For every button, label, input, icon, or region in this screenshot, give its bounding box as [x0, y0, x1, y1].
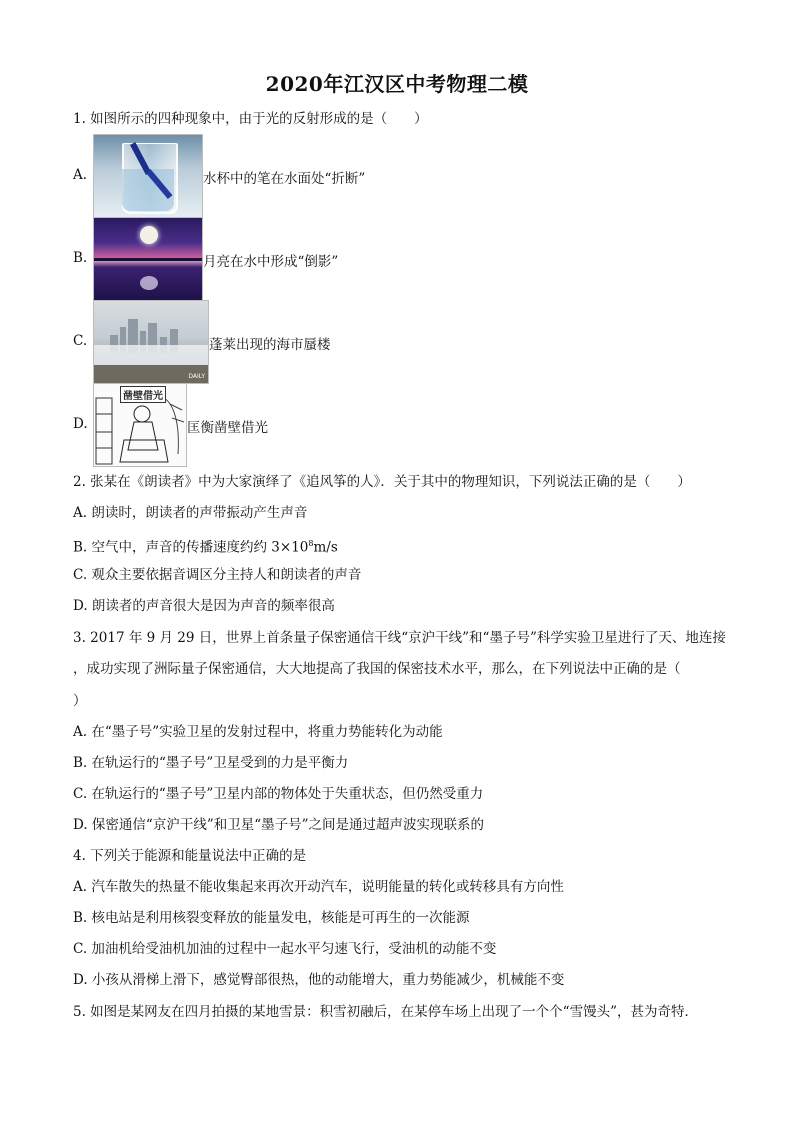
q4-stem: 4. 下列关于能源和能量说法中正确的是 — [73, 848, 307, 864]
q5-stem: 5. 如图是某网友在四月拍摄的某地雪景：积雪初融后，在某停车场上出现了一个个“雪馒头”，甚为奇特． — [73, 1004, 698, 1020]
glass-pen-image — [93, 134, 203, 218]
q3-option-d[interactable]: D. 保密通信“京沪干线”和卫星“墨子号”之间是通过超声波实现联系的 — [73, 817, 485, 833]
q1-stem: 1. 如图所示的四种现象中，由于光的反射形成的是（ ） — [73, 111, 428, 127]
q2-stem: 2. 张某在《朗读者》中为大家演绎了《追风筝的人》．关于其中的物理知识，下列说法正确的是（ ） — [73, 474, 691, 490]
drawing-image — [93, 383, 187, 467]
option-caption: 月亮在水中形成“倒影” — [203, 254, 339, 270]
q3-stem-line1: 3. 2017 年 9 月 29 日，世界上首条量子保密通信干线“京沪干线”和“墨子号”科学实验卫星进行了天、地连接 — [73, 630, 726, 646]
page-title: 2020年江汉区中考物理二模 — [265, 72, 529, 96]
option-letter: C. — [73, 333, 88, 349]
exponent: 8 — [308, 539, 314, 548]
q2-option-b[interactable] — [73, 535, 338, 557]
option-text: B. 空气中，声音的传播速度约约 3×10 — [73, 539, 309, 556]
q3-stem-line3: ） — [73, 693, 87, 709]
q4-option-d[interactable]: D. 小孩从滑梯上滑下，感觉臀部很热，他的动能增大，重力势能减少，机械能不变 — [73, 972, 565, 988]
q3-option-a[interactable]: A. 在“墨子号”实验卫星的发射过程中，将重力势能转化为动能 — [73, 724, 443, 740]
q2-option-c[interactable]: C. 观众主要依据音调区分主持人和朗读者的声音 — [73, 567, 362, 583]
q3-stem-line2: ，成功实现了洲际量子保密通信，大大地提高了我国的保密技术水平，那么，在下列说法中正确的是（ — [73, 661, 681, 677]
q4-option-b[interactable]: B. 核电站是利用核裂变释放的能量发电，核能是可再生的一次能源 — [73, 910, 470, 926]
image-title: 凿壁借光 — [120, 386, 166, 403]
option-letter: A. — [73, 167, 88, 183]
image-watermark: DAILY — [188, 373, 205, 380]
option-caption: 水杯中的笔在水面处“折断” — [203, 171, 366, 187]
q2-option-d[interactable]: D. 朗读者的声音很大是因为声音的频率很高 — [73, 598, 335, 614]
mirage-image — [93, 300, 209, 384]
option-letter: D. — [73, 416, 88, 432]
q2-option-a[interactable]: A. 朗读时，朗读者的声带振动产生声音 — [73, 505, 308, 521]
q4-option-c[interactable]: C. 加油机给受油机加油的过程中一起水平匀速飞行，受油机的动能不变 — [73, 941, 497, 957]
q4-option-a[interactable]: A. 汽车散失的热量不能收集起来再次开动汽车，说明能量的转化或转移具有方向性 — [73, 879, 564, 895]
option-caption: 蓬莱出现的海市蜃楼 — [209, 337, 331, 353]
q3-option-b[interactable]: B. 在轨运行的“墨子号”卫星受到的力是平衡力 — [73, 755, 349, 771]
unit: m/s — [313, 539, 338, 556]
option-caption: 匡衡凿壁借光 — [187, 420, 268, 436]
q3-option-c[interactable]: C. 在轨运行的“墨子号”卫星内部的物体处于失重状态，但仍然受重力 — [73, 786, 484, 802]
option-letter: B. — [73, 250, 88, 266]
moon-reflection-image — [93, 217, 203, 301]
